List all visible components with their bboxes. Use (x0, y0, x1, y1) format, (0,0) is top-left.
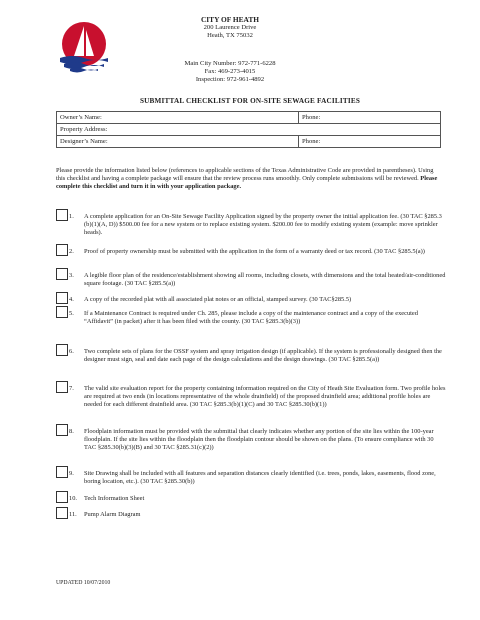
address-line-1: 200 Laurence Drive (203, 24, 257, 31)
item-number: 5. (69, 310, 74, 317)
logo-wave-3 (70, 68, 98, 73)
instructions-paragraph (56, 167, 444, 191)
item-number: 3. (69, 272, 74, 279)
checkbox-3[interactable] (56, 268, 68, 280)
item-number: 9. (69, 470, 74, 477)
property-row (57, 124, 441, 136)
owner-phone-label: Phone: (302, 114, 321, 121)
designer-row (57, 136, 441, 148)
property-address-field[interactable] (57, 124, 441, 136)
org-header (160, 16, 300, 40)
city-name: CITY OF HEATH (200, 15, 260, 24)
owner-row (57, 112, 441, 124)
checkbox-10[interactable] (56, 491, 68, 503)
city-seal-logo (56, 20, 112, 76)
item-number: 4. (69, 296, 74, 303)
item-text: Floodplain information must be provided with the submittal that clearly indicates whether any portion of the site lies within the 100-year floodplain. If the site lies within the floodplain then the floodplain contour should be shown on the plans. (To ensure compliance with 30 TAC §285.30(b)(3)(B) and 30 TAC §285.31(c)(2)) (84, 428, 434, 451)
item-number: 10. (69, 495, 77, 502)
item-text: A complete application for an On-Site Sewage Facility Application signed by the property owner the initial application fee. (30 TAC §285.3 (b)(1)(A, D)) $500.00 fee for a new system or to replace existing system. $200.00 fee to modify existing system (example: move sprinkler heads). (84, 213, 442, 236)
checkbox-1[interactable] (56, 209, 68, 221)
item-text: Two complete sets of plans for the OSSF system and spray irrigation design (if applicable). If the system is professionally designed then the designer must sign, seal and date each page of the design calculations and the design drawings. (30 TAC §285.5(a)) (84, 348, 442, 363)
item-text: Pump Alarm Diagram (84, 511, 141, 518)
checkbox-8[interactable] (56, 424, 68, 436)
address-line-2: Heath, TX 75032 (207, 32, 253, 39)
main-phone: Main City Number: 972-771-6228 (184, 60, 276, 67)
property-address-label: Property Address: (60, 126, 108, 133)
checkbox-2[interactable] (56, 244, 68, 256)
designer-phone-label: Phone: (302, 138, 321, 145)
item-text: A copy of the recorded plat with all associated plat notes or an official, stamped survey. (30 TAC§285.5) (84, 296, 352, 303)
updated-date: UPDATED 10/07/2010 (56, 580, 111, 586)
item-text: Tech Information Sheet (84, 495, 145, 502)
checkbox-7[interactable] (56, 381, 68, 393)
document-title: SUBMITTAL CHECKLIST FOR ON-SITE SEWAGE FACILITIES (139, 97, 361, 105)
applicant-info-table (56, 111, 441, 148)
designer-phone-field[interactable] (299, 136, 441, 148)
owner-phone-field[interactable] (299, 112, 441, 124)
item-number: 11. (69, 511, 77, 518)
item-text: Site Drawing shall be included with all features and separation distances clearly identified (i.e. trees, ponds, lakes, easements, flood zone, boring location, etc.). (30 TAC §285.30(b)) (84, 470, 436, 485)
checkbox-6[interactable] (56, 344, 68, 356)
item-number: 8. (69, 428, 74, 435)
item-text: A legible floor plan of the residence/establishment showing all rooms, including closets, with dimensions and the total heated/air-conditioned square footage. (30 TAC §285.5(a)) (84, 272, 446, 287)
inspection-phone: Inspection: 972-961-4892 (195, 76, 265, 83)
item-number: 7. (69, 385, 74, 392)
item-text: The valid site evaluation report for the property containing information required on the City of Heath Site Evaluation form. Two profile holes are required at two ends (in locations representative of the whole drainfield) of the proposed drainfield area; additional profile holes are needed for each different drainfield area. (30 TAC §285.3(b)(1)(C) and 30 TAC §285.30(b)(1)) (84, 385, 446, 408)
item-text: Proof of property ownership must be submitted with the application in the form of a warranty deed or tax record. (30 TAC §285.5(a)) (84, 248, 425, 255)
instructions-text: Please provide the information listed below (references to applicable sections of the Texas Administrative Code are provided in parentheses). Using this checklist and having a complete package will ensure that the review process runs smoothly. Only complete submissions will be reviewed. (56, 167, 434, 182)
item-number: 2. (69, 248, 74, 255)
contact-block (140, 60, 320, 84)
designer-name-field[interactable] (57, 136, 299, 148)
item-text: If a Maintenance Contract is required under Ch. 285, please include a copy of the maintenance contract and a copy of the executed “Affidavit” (in packet) after it has been filed with the county. (30 TAC §285.3(b)(3)) (84, 310, 418, 325)
instructions-bold-text: Please complete this checklist and turn it in with your application package. (56, 174, 438, 190)
fax-number: Fax: 469-273-4015 (204, 68, 256, 75)
designer-name-label: Designer’s Name: (60, 138, 108, 145)
checkbox-5[interactable] (56, 306, 68, 318)
checkbox-9[interactable] (56, 466, 68, 478)
checkbox-4[interactable] (56, 292, 68, 304)
checkbox-11[interactable] (56, 507, 68, 519)
item-number: 6. (69, 348, 74, 355)
item-number: 1. (69, 213, 74, 220)
owner-name-field[interactable] (57, 112, 299, 124)
owner-name-label: Owner’s Name: (60, 114, 102, 121)
